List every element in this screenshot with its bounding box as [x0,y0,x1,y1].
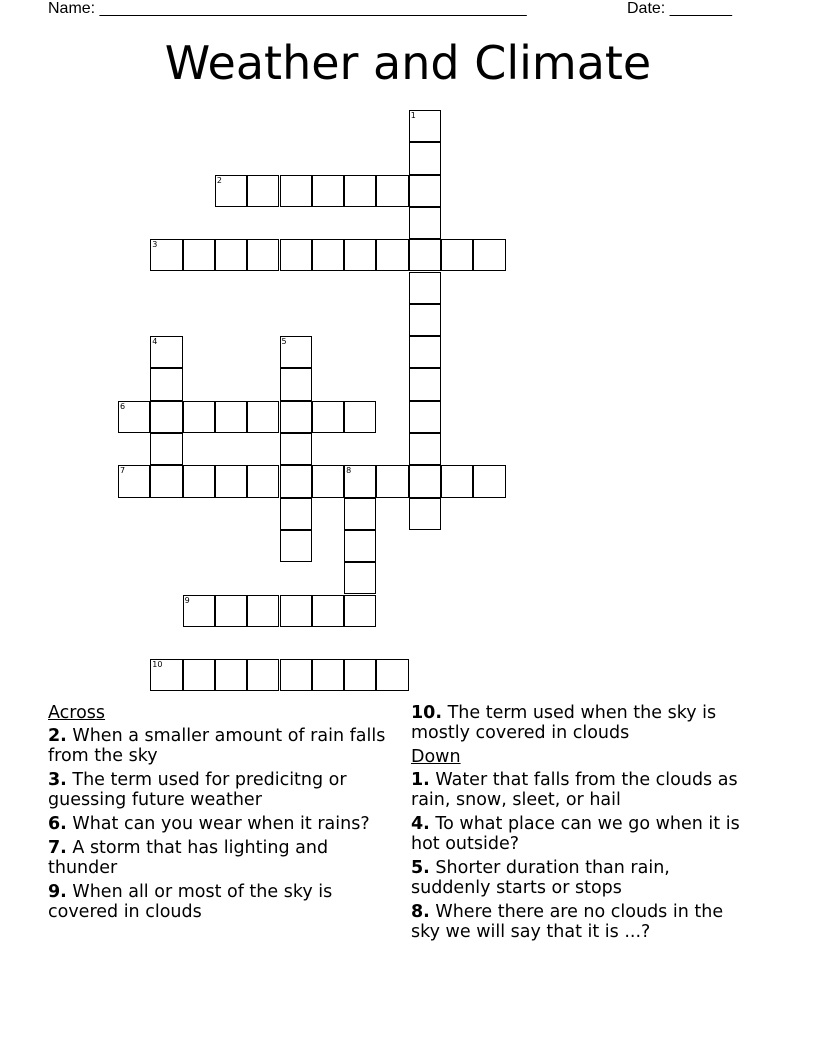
crossword-cell[interactable] [280,175,312,207]
crossword-cell[interactable] [280,433,312,465]
crossword-cell[interactable] [312,465,344,497]
crossword-cell[interactable] [441,239,473,271]
crossword-cell[interactable] [150,368,182,400]
crossword-cell[interactable] [280,239,312,271]
across-clue [48,882,388,922]
crossword-cell[interactable] [280,401,312,433]
across-clue [48,726,388,766]
crossword-cell[interactable] [150,401,182,433]
clue-num: 5. [411,858,430,878]
crossword-cell[interactable] [280,595,312,627]
crossword-cell[interactable] [247,465,279,497]
clue-num: 8. [411,902,430,922]
clue-number: 8 [346,466,352,476]
crossword-cell[interactable] [344,239,376,271]
crossword-cell[interactable] [215,465,247,497]
crossword-cell[interactable] [312,239,344,271]
clue-text: Water that falls from the clouds as rain, snow, sleet, or hail [411,770,738,810]
clue-text: The term used when the sky is mostly covered in clouds [411,703,717,743]
crossword-cell[interactable] [150,336,182,368]
clue-text: Where there are no clouds in the sky we will say that it is ...? [411,902,724,942]
crossword-cell[interactable] [409,142,441,174]
down-clue [411,770,751,810]
clue-text: The term used for predicitng or guessing future weather [48,770,347,810]
crossword-cell[interactable] [409,207,441,239]
across-clue [48,814,388,834]
crossword-cell[interactable] [409,465,441,497]
clue-num: 3. [48,770,67,790]
name-label: Name: [48,0,96,17]
across-clue [48,770,388,810]
page-title: Weather and Climate [164,36,652,90]
crossword-cell[interactable] [441,465,473,497]
across-clue [48,838,388,878]
clue-num: 9. [48,882,67,902]
crossword-cell[interactable] [150,239,182,271]
crossword-cell[interactable] [344,659,376,691]
crossword-cell[interactable] [409,304,441,336]
clue-text: When all or most of the sky is covered in clouds [48,882,333,922]
crossword-cell[interactable] [215,239,247,271]
crossword-cell[interactable] [344,401,376,433]
crossword-cell[interactable] [409,239,441,271]
crossword-cell[interactable] [183,465,215,497]
crossword-cell[interactable] [280,368,312,400]
crossword-cell[interactable] [215,175,247,207]
crossword-cell[interactable] [376,465,408,497]
crossword-cell[interactable] [409,175,441,207]
clue-number: 7 [120,466,126,476]
name-line[interactable]: ________________________________________________ [99,0,527,17]
crossword-cell[interactable] [150,433,182,465]
crossword-cell[interactable] [280,465,312,497]
crossword-cell[interactable] [247,401,279,433]
crossword-cell[interactable] [409,272,441,304]
crossword-cell[interactable] [376,659,408,691]
clue-text: Shorter duration than rain, suddenly starts or stops [411,858,670,898]
crossword-cell[interactable] [409,433,441,465]
clue-num: 6. [48,814,67,834]
crossword-cell[interactable] [409,401,441,433]
down-clue [411,902,751,942]
crossword-cell[interactable] [344,595,376,627]
crossword-cell[interactable] [183,595,215,627]
clue-number: 6 [120,401,126,411]
date-field[interactable] [627,0,732,18]
clue-number: 4 [152,337,158,347]
clue-text: A storm that has lighting and thunder [48,838,329,878]
crossword-cell[interactable] [409,498,441,530]
clue-text: To what place can we go when it is hot outside? [411,814,740,854]
clue-number: 1 [410,111,416,120]
clue-num: 2. [48,726,67,746]
crossword-cell[interactable] [247,175,279,207]
crossword-cell[interactable] [312,659,344,691]
down-clues-column [411,703,751,946]
crossword-cell[interactable] [183,239,215,271]
crossword-cell[interactable] [280,498,312,530]
down-clue [411,858,751,898]
crossword-cell[interactable] [312,175,344,207]
across-heading: Across [48,703,106,723]
crossword-cell[interactable] [247,659,279,691]
down-heading: Down [411,747,461,767]
name-field[interactable] [48,0,527,18]
crossword-cell[interactable] [344,175,376,207]
clue-text: What can you wear when it rains? [72,814,370,834]
date-label: Date: [627,0,666,17]
crossword-cell[interactable] [215,659,247,691]
crossword-cell[interactable] [409,110,441,142]
clue-number: 3 [152,240,158,250]
across-clues [48,703,388,926]
crossword-cell[interactable] [376,175,408,207]
crossword-cell[interactable] [312,595,344,627]
crossword-cell[interactable] [312,401,344,433]
crossword-cell[interactable] [150,659,182,691]
crossword-cell[interactable] [280,336,312,368]
crossword-cell[interactable] [409,368,441,400]
crossword-cell[interactable] [215,401,247,433]
clue-num: 4. [411,814,430,834]
clue-num: 7. [48,838,67,858]
crossword-cell[interactable] [247,239,279,271]
crossword-cell[interactable] [183,401,215,433]
crossword-cell[interactable] [344,562,376,594]
crossword-cell[interactable] [344,498,376,530]
clue-text: When a smaller amount of rain falls from the sky [48,726,386,766]
crossword-cell[interactable] [473,465,505,497]
date-line[interactable]: _______ [669,0,732,17]
across-clue [411,703,751,743]
crossword-cell[interactable] [344,530,376,562]
crossword-cell[interactable] [473,239,505,271]
crossword-cell[interactable] [280,530,312,562]
clue-num: 1. [411,770,430,790]
crossword-cell[interactable] [183,659,215,691]
crossword-cell[interactable] [118,465,150,497]
crossword-cell[interactable] [118,401,150,433]
clue-number: 9 [184,595,190,605]
crossword-cell[interactable] [247,595,279,627]
crossword-cell[interactable] [344,465,376,497]
crossword-cell[interactable] [215,595,247,627]
down-clue [411,814,751,854]
clue-number: 2 [216,175,222,185]
clue-number: 5 [281,337,287,347]
clue-num: 10. [411,703,443,723]
crossword-cell[interactable] [409,336,441,368]
crossword-cell[interactable] [376,239,408,271]
crossword-cell[interactable] [150,465,182,497]
clue-number: 10 [152,660,163,670]
crossword-cell[interactable] [280,659,312,691]
